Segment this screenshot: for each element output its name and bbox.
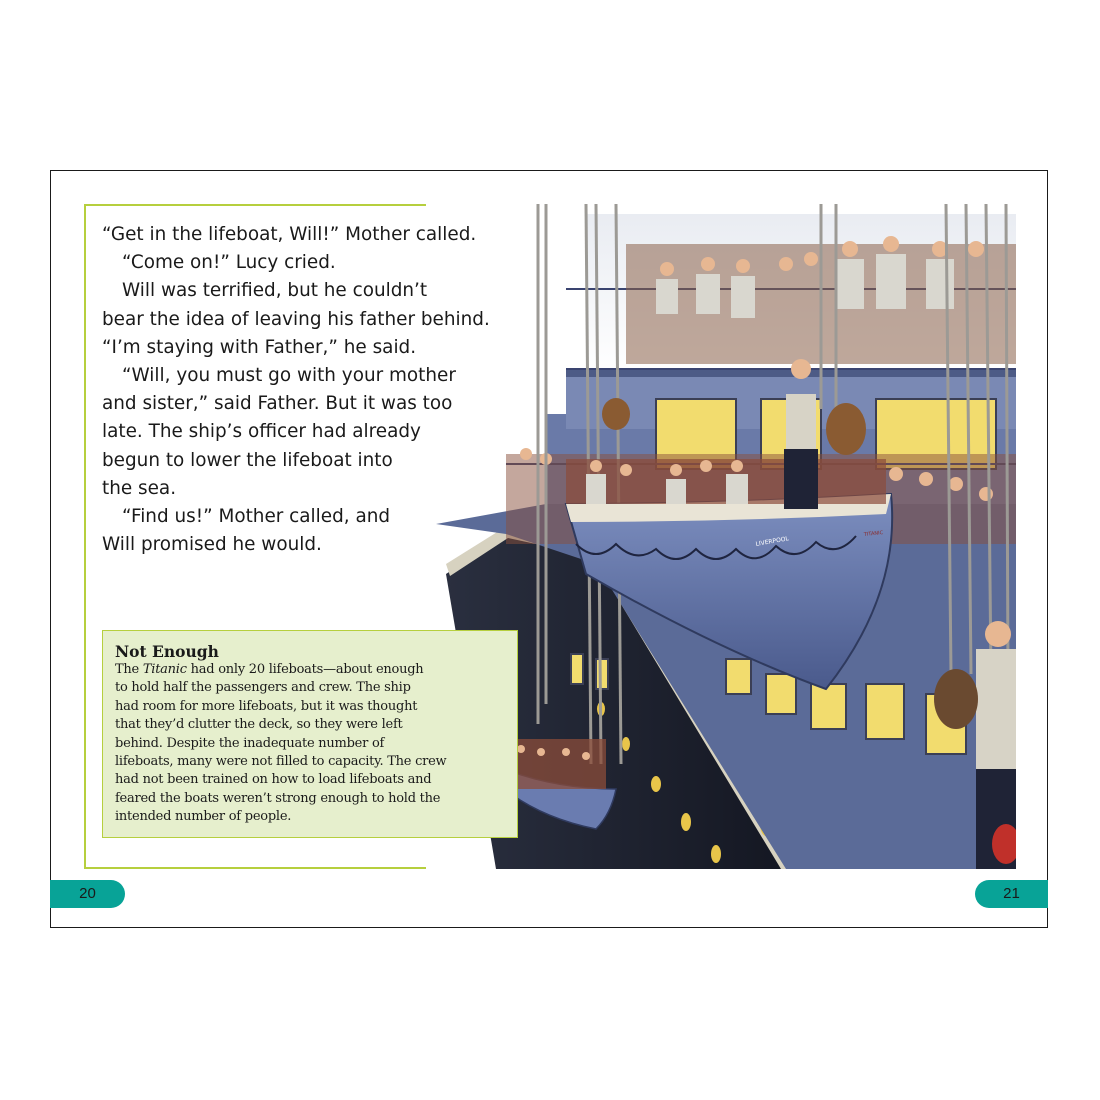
boat-side-label: TITANIC xyxy=(863,530,884,538)
story-line: “Get in the lifeboat, Will!” Mother called. xyxy=(102,224,477,245)
fact-box-line: to hold half the passengers and crew. The ship xyxy=(115,680,411,696)
fact-box xyxy=(102,630,518,838)
story-text xyxy=(102,221,522,559)
ship-name: Titanic xyxy=(142,662,187,677)
fact-box-heading: Not Enough xyxy=(115,642,219,661)
page-number-right: 21 xyxy=(975,880,1048,908)
fact-box-line: intended number of people. xyxy=(115,809,292,825)
story-line: late. The ship’s officer had already xyxy=(102,421,421,443)
story-line: bear the idea of leaving his father behind. xyxy=(102,308,490,330)
fact-box-text: had only 20 lifeboats—about enough xyxy=(186,662,424,677)
story-line: “Will, you must go with your mother xyxy=(122,365,456,387)
fact-box-line: feared the boats weren’t strong enough to hold the xyxy=(115,790,441,806)
story-line: Will promised he would. xyxy=(102,534,322,556)
boat-name-label: LIVERPOOL xyxy=(755,535,790,548)
story-line: Will was terrified, but he couldn’t xyxy=(122,280,428,302)
fact-box-line: that they’d clutter the deck, so they were left xyxy=(115,717,403,733)
fact-box-line: behind. Despite the inadequate number of xyxy=(115,735,385,751)
fact-box-intro: The xyxy=(115,662,143,677)
story-line: the sea. xyxy=(102,477,177,499)
fact-box-line: lifeboats, many were not filled to capacity. The crew xyxy=(115,754,447,770)
story-line: “Find us!” Mother called, and xyxy=(122,506,391,528)
fact-box-line xyxy=(115,661,505,679)
story-line: begun to lower the lifeboat into xyxy=(102,449,393,471)
story-line: “I’m staying with Father,” he said. xyxy=(102,336,417,358)
story-line: “Come on!” Lucy cried. xyxy=(122,252,336,274)
fact-box-line: had not been trained on how to load lifeboats and xyxy=(115,772,432,788)
fact-box-line: had room for more lifeboats, but it was thought xyxy=(115,698,418,714)
story-line: and sister,” said Father. But it was too xyxy=(102,393,453,415)
page-number-left: 20 xyxy=(50,880,125,908)
